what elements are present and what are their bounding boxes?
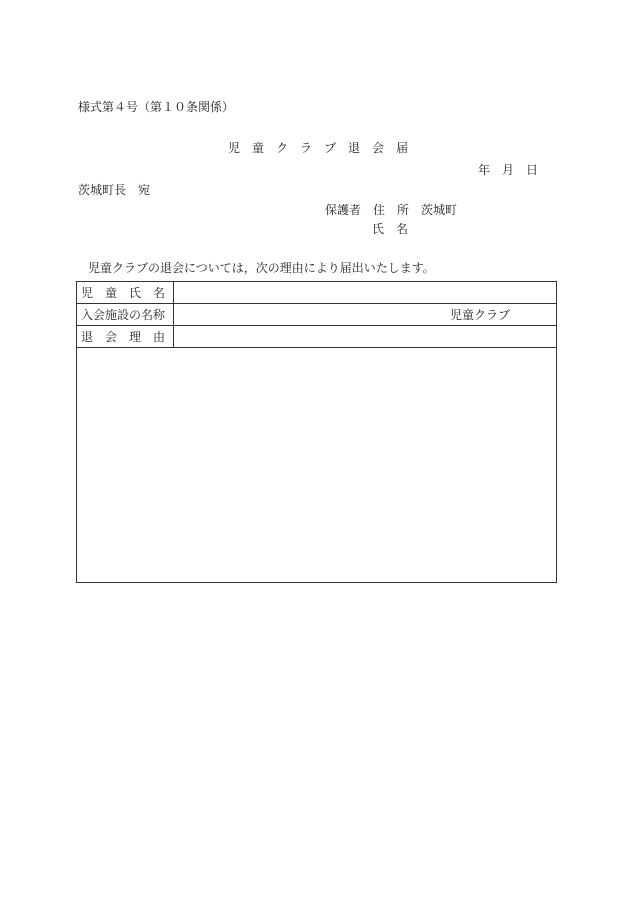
reason-header-cell (174, 326, 557, 348)
child-name-label: 児 童 氏 名 (77, 282, 174, 304)
statement: 児童クラブの退会については，次の理由により届出いたします。 (88, 261, 435, 275)
date-field: 年 月 日 (478, 163, 539, 177)
addressee: 茨城町長 宛 (78, 183, 151, 197)
document-title: 児 童 ク ラ ブ 退 会 届 (228, 141, 409, 155)
reason-field[interactable] (77, 348, 557, 583)
table-row (77, 326, 557, 348)
reason-label: 退 会 理 由 (77, 326, 174, 348)
child-name-field[interactable] (174, 282, 557, 304)
guardian-address: 保護者 住 所 茨城町 (325, 203, 458, 217)
facility-suffix: 児童クラブ (449, 308, 510, 322)
table-row (77, 348, 557, 583)
guardian-name: 氏 名 (372, 222, 409, 236)
facility-field[interactable] (174, 304, 557, 326)
table-row (77, 282, 557, 304)
facility-label: 入会施設の名称 (77, 304, 174, 326)
withdrawal-table (76, 281, 557, 583)
form-number: 様式第４号（第１０条関係） (78, 100, 235, 114)
table-row (77, 304, 557, 326)
